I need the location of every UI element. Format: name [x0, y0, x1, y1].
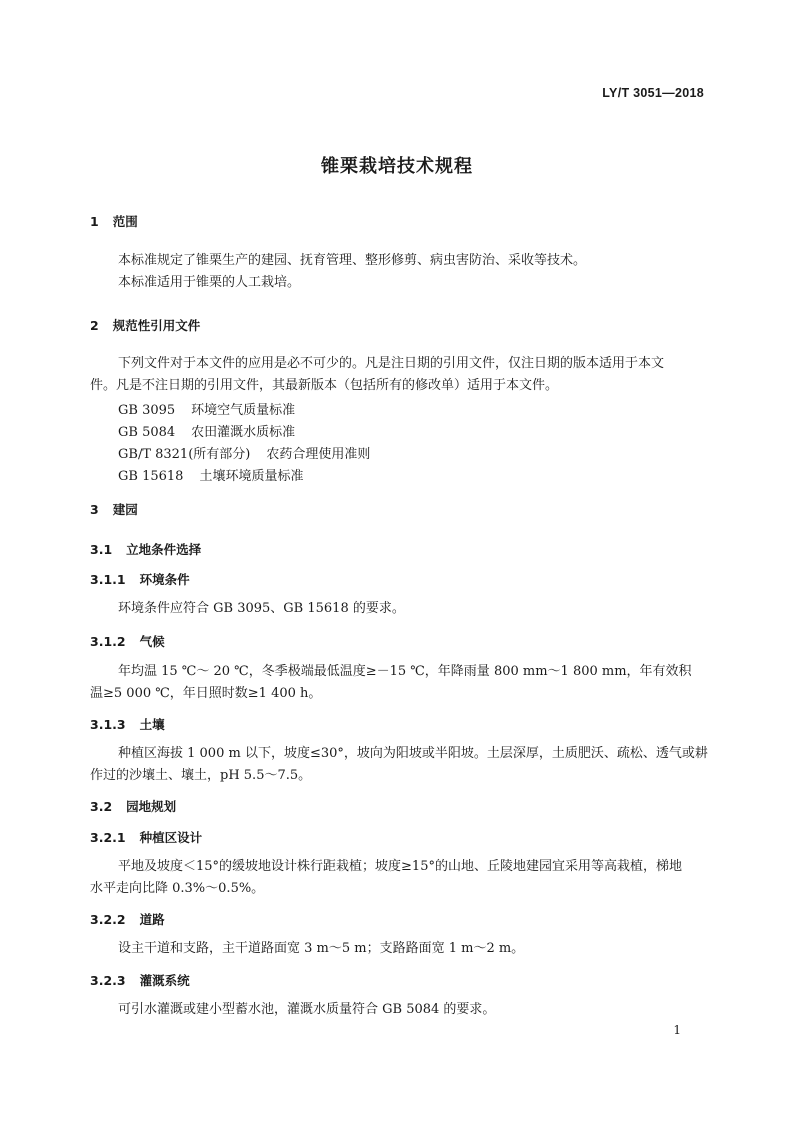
standard-code: LY/T 3051—2018	[602, 86, 704, 100]
reference-code: GB/T 8321(所有部分)	[118, 447, 251, 462]
section-number: 3.1.1	[90, 572, 126, 587]
section-title: 规范性引用文件	[112, 318, 201, 333]
section-number: 3.2	[90, 799, 113, 814]
subsection-heading-3-1-3	[90, 715, 165, 733]
reference-code: GB 15618	[118, 469, 184, 484]
section-heading-1	[90, 212, 138, 230]
section-number: 3.2.3	[90, 973, 126, 988]
paragraph-line: 件。凡是不注日期的引用文件，其最新版本（包括所有的修改单）适用于本文件。	[90, 378, 559, 393]
paragraph-line: 平地及坡度＜15°的缓坡地设计株行距栽植；坡度≥15°的山地、丘陵地建园宜采用等高栽植，梯地	[118, 859, 682, 874]
section-title: 立地条件选择	[126, 542, 202, 557]
paragraph: 本标准规定了锥栗生产的建园、抚育管理、整形修剪、病虫害防治、采收等技术。	[118, 253, 587, 268]
section-title: 环境条件	[139, 572, 190, 587]
subsection-heading-3-2-3	[90, 971, 190, 989]
reference-name: 农田灌溉水质标准	[191, 425, 296, 440]
subsection-heading-3-1	[90, 540, 201, 558]
subsection-heading-3-2-1	[90, 828, 202, 846]
paragraph-line: 作过的沙壤土、壤土，pH 5.5～7.5。	[90, 768, 312, 783]
reference-code: GB 5084	[118, 425, 176, 440]
section-title: 土壤	[139, 717, 165, 732]
section-title: 气候	[139, 634, 165, 649]
reference-item	[118, 443, 370, 462]
reference-name: 土壤环境质量标准	[199, 469, 304, 484]
section-title: 灌溉系统	[139, 973, 190, 988]
reference-code: GB 3095	[118, 403, 176, 418]
subsection-heading-3-2-2	[90, 910, 165, 928]
section-title: 园地规划	[126, 799, 177, 814]
document-title: 锥栗栽培技术规程	[321, 156, 473, 177]
section-number: 3.2.2	[90, 912, 126, 927]
paragraph-line: 种植区海拔 1 000 m 以下，坡度≤30°，坡向为阳坡或半阳坡。土层深厚，土质肥沃、疏松、透气或耕	[118, 746, 708, 761]
section-number: 3.1.2	[90, 634, 126, 649]
section-title: 范围	[112, 214, 138, 229]
reference-name: 农药合理使用准则	[266, 447, 371, 462]
reference-item	[118, 465, 303, 484]
paragraph: 设主干道和支路，主干道路面宽 3 m～5 m；支路路面宽 1 m～2 m。	[118, 941, 525, 956]
subsection-heading-3-2	[90, 797, 176, 815]
section-number: 1	[90, 214, 99, 229]
section-number: 3.2.1	[90, 830, 126, 845]
paragraph-line: 水平走向比降 0.3%～0.5%。	[90, 881, 265, 896]
reference-item	[118, 421, 295, 440]
paragraph-line: 下列文件对于本文件的应用是必不可少的。凡是注日期的引用文件，仅注日期的版本适用于本文	[118, 356, 665, 371]
section-number: 3.1	[90, 542, 113, 557]
section-number: 2	[90, 318, 99, 333]
paragraph: 环境条件应符合 GB 3095、GB 15618 的要求。	[118, 601, 405, 616]
section-heading-3	[90, 500, 138, 518]
section-number: 3	[90, 502, 99, 517]
subsection-heading-3-1-1	[90, 570, 190, 588]
section-title: 种植区设计	[139, 830, 203, 845]
section-title: 道路	[139, 912, 165, 927]
reference-item	[118, 399, 295, 418]
reference-name: 环境空气质量标准	[191, 403, 296, 418]
paragraph: 本标准适用于锥栗的人工栽培。	[118, 275, 301, 290]
section-heading-2	[90, 316, 200, 334]
page-number: 1	[673, 1023, 681, 1037]
paragraph-line: 年均温 15 ℃～ 20 ℃，冬季极端最低温度≥－15 ℃，年降雨量 800 mm～1 800 mm，年有效积	[118, 664, 692, 679]
paragraph: 可引水灌溉或建小型蓄水池，灌溉水质量符合 GB 5084 的要求。	[118, 1002, 496, 1017]
section-title: 建园	[112, 502, 138, 517]
paragraph-line: 温≥5 000 ℃，年日照时数≥1 400 h。	[90, 686, 322, 701]
subsection-heading-3-1-2	[90, 632, 165, 650]
section-number: 3.1.3	[90, 717, 126, 732]
